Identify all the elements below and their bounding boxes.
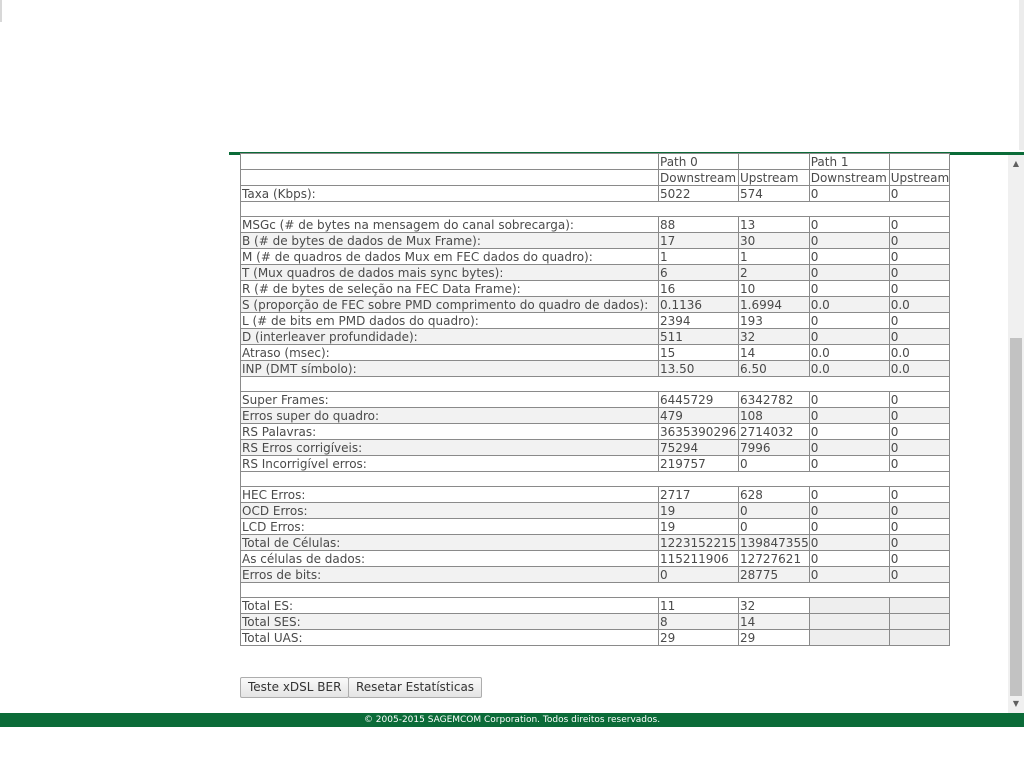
header-empty-cell [241, 154, 659, 170]
row-value [889, 630, 949, 646]
row-value: 29 [659, 630, 739, 646]
copyright-text: © 2005-2015 SAGEMCOM Corporation. Todos direitos reservados. [363, 715, 661, 725]
row-value: 0.0 [889, 297, 949, 313]
page-top-area [0, 0, 1024, 152]
table-row [241, 630, 950, 646]
row-value: 0.0 [889, 361, 949, 377]
row-label: Total SES: [241, 614, 659, 630]
row-label: Atraso (msec): [241, 345, 659, 361]
path0-header: Path 0 [659, 154, 739, 170]
path0-header-spacer [739, 154, 810, 170]
row-value: 0.0 [809, 361, 889, 377]
row-value: 628 [739, 487, 810, 503]
row-value: 28775 [739, 567, 810, 583]
row-value: 1.6994 [739, 297, 810, 313]
row-value: 0 [889, 217, 949, 233]
xdsl-ber-test-button[interactable]: Teste xDSL BER [240, 677, 349, 698]
row-value: 0 [889, 424, 949, 440]
row-value [889, 598, 949, 614]
row-label: MSGc (# de bytes na mensagem do canal sobrecarga): [241, 217, 659, 233]
row-label: L (# de bits em PMD dados do quadro): [241, 313, 659, 329]
scrollbar-thumb[interactable] [1010, 338, 1022, 696]
row-value: 0 [889, 487, 949, 503]
row-value: 14 [739, 345, 810, 361]
row-value: 0 [889, 392, 949, 408]
row-label: LCD Erros: [241, 519, 659, 535]
row-value: 0 [809, 281, 889, 297]
table-row [241, 281, 950, 297]
row-value: 13 [739, 217, 810, 233]
row-value: 0 [809, 487, 889, 503]
row-label: S (proporção de FEC sobre PMD comprimento do quadro de dados): [241, 297, 659, 313]
spacer-cell [241, 583, 950, 598]
path1-upstream-header: Upstream [890, 170, 950, 185]
row-label: Super Frames: [241, 392, 659, 408]
path1-header: Path 1 [809, 154, 889, 170]
row-value: 0 [809, 313, 889, 329]
row-value: 0 [889, 503, 949, 519]
spacer-cell [241, 202, 950, 217]
row-value: 0 [809, 551, 889, 567]
table-row [241, 329, 950, 345]
reset-statistics-button[interactable]: Resetar Estatísticas [348, 677, 482, 698]
table-row [241, 424, 950, 440]
row-value: 0 [889, 313, 949, 329]
table-row [241, 456, 950, 472]
table-row [241, 487, 950, 503]
row-value: 0 [809, 217, 889, 233]
row-value [809, 598, 889, 614]
table-row [241, 503, 950, 519]
row-value: 0 [739, 456, 810, 472]
row-value: 17 [659, 233, 739, 249]
row-value: 0 [809, 233, 889, 249]
row-value: 0.0 [889, 345, 949, 361]
row-value: 0 [659, 567, 739, 583]
row-label: RS Incorrigível erros: [241, 456, 659, 472]
page-footer [0, 713, 1024, 727]
table-row [241, 265, 950, 281]
left-edge-mark [0, 0, 2, 22]
row-label: M (# de quadros de dados Mux em FEC dados do quadro): [241, 249, 659, 265]
row-value: 193 [739, 313, 810, 329]
spacer-row [241, 583, 950, 598]
table-row [241, 249, 950, 265]
row-value: 108 [739, 408, 810, 424]
row-value: 0 [889, 551, 949, 567]
row-value: 0 [809, 519, 889, 535]
row-value: 2394 [659, 313, 739, 329]
row-label: As células de dados: [241, 551, 659, 567]
table-row [241, 361, 950, 377]
row-value: 0 [889, 408, 949, 424]
table-row [241, 535, 950, 551]
table-row [241, 519, 950, 535]
row-label: T (Mux quadros de dados mais sync bytes): [241, 265, 659, 281]
row-value: 0 [739, 503, 810, 519]
spacer-cell [241, 377, 950, 392]
row-label: Erros de bits: [241, 567, 659, 583]
row-value: 0 [889, 456, 949, 472]
table-row [241, 408, 950, 424]
spacer-row [241, 377, 950, 392]
row-value: 0 [809, 249, 889, 265]
row-value: 13.50 [659, 361, 739, 377]
row-value: 0 [889, 329, 949, 345]
scroll-down-icon[interactable]: ▼ [1012, 699, 1020, 708]
table-row [241, 217, 950, 233]
table-row [241, 297, 950, 313]
row-value: 16 [659, 281, 739, 297]
row-value: 139847355 [740, 535, 809, 550]
row-value: 29 [739, 630, 810, 646]
row-label: Taxa (Kbps): [241, 186, 659, 202]
row-value: 11 [659, 598, 739, 614]
row-value: 0 [739, 519, 810, 535]
row-value [809, 614, 889, 630]
row-value: 0 [889, 535, 949, 551]
spacer-cell [241, 472, 950, 487]
table-row [241, 233, 950, 249]
row-value: 0 [809, 186, 889, 202]
row-value: 0.0 [809, 297, 889, 313]
row-value: 0 [889, 567, 949, 583]
path-header-row [241, 154, 950, 170]
row-value: 6.50 [739, 361, 810, 377]
row-value: 19 [659, 519, 739, 535]
row-label: B (# de bytes de dados de Mux Frame): [241, 233, 659, 249]
row-value: 0 [809, 456, 889, 472]
row-value: 7996 [739, 440, 810, 456]
row-value [889, 614, 949, 630]
row-value: 75294 [659, 440, 739, 456]
row-value: 2 [739, 265, 810, 281]
row-value: 2717 [659, 487, 739, 503]
row-value: 0 [889, 233, 949, 249]
path1-header-spacer [889, 154, 949, 170]
table-row [241, 614, 950, 630]
table-row [241, 392, 950, 408]
path0-upstream-header: Upstream [739, 170, 810, 186]
row-label: Total ES: [241, 598, 659, 614]
table-row [241, 598, 950, 614]
table-row [241, 440, 950, 456]
row-value: 3635390296 [659, 424, 739, 440]
row-value: 0 [809, 392, 889, 408]
table-row [241, 345, 950, 361]
row-value [809, 630, 889, 646]
row-value: 6445729 [659, 392, 739, 408]
row-label: RS Erros corrigíveis: [241, 440, 659, 456]
direction-empty-cell [241, 170, 659, 186]
row-value: 0 [809, 265, 889, 281]
row-value: 0 [889, 281, 949, 297]
row-value: 1 [739, 249, 810, 265]
row-value: 0 [809, 567, 889, 583]
row-value: 10 [739, 281, 810, 297]
row-value: 6 [659, 265, 739, 281]
row-value: 0.0 [809, 345, 889, 361]
table-row [241, 567, 950, 583]
row-value: 0 [809, 535, 889, 551]
row-label: RS Palavras: [241, 424, 659, 440]
vertical-scrollbar[interactable] [1008, 155, 1024, 713]
row-value: 0 [889, 519, 949, 535]
row-value: 115211906 [659, 551, 739, 567]
row-value: 12727621 [739, 551, 810, 567]
row-label: Total UAS: [241, 630, 659, 646]
spacer-row [241, 202, 950, 217]
row-value: 1 [659, 249, 739, 265]
statistics-table-body [241, 154, 950, 646]
row-value: 32 [739, 598, 810, 614]
spacer-row [241, 472, 950, 487]
table-row [241, 186, 950, 202]
row-label: Total de Células: [241, 535, 659, 551]
path0-downstream-header: Downstream [659, 170, 739, 186]
row-value: 30 [739, 233, 810, 249]
row-value: 14 [739, 614, 810, 630]
row-label: OCD Erros: [241, 503, 659, 519]
xdsl-statistics-table [240, 153, 950, 646]
row-value: 0 [809, 440, 889, 456]
row-value: 0 [889, 265, 949, 281]
row-value: 1223152215 [659, 535, 739, 551]
row-label: R (# de bytes de seleção na FEC Data Frame): [241, 281, 659, 297]
row-value: 15 [659, 345, 739, 361]
row-value: 511 [659, 329, 739, 345]
row-value: 8 [659, 614, 739, 630]
row-value: 32 [739, 329, 810, 345]
row-label: HEC Erros: [241, 487, 659, 503]
row-label: INP (DMT símbolo): [241, 361, 659, 377]
path1-downstream-header: Downstream [809, 170, 889, 186]
scroll-up-icon[interactable]: ▲ [1012, 159, 1020, 168]
right-edge-mark [1019, 0, 1024, 150]
row-value: 0 [809, 408, 889, 424]
row-value: 19 [659, 503, 739, 519]
table-row [241, 551, 950, 567]
row-value: 574 [739, 186, 810, 202]
row-value: 0.1136 [659, 297, 739, 313]
row-value: 0 [889, 440, 949, 456]
row-value: 5022 [659, 186, 739, 202]
row-label: D (interleaver profundidade): [241, 329, 659, 345]
row-value: 0 [889, 186, 949, 202]
row-value: 0 [809, 503, 889, 519]
row-value: 0 [809, 424, 889, 440]
row-value: 0 [889, 249, 949, 265]
row-label: Erros super do quadro: [241, 408, 659, 424]
table-row [241, 313, 950, 329]
row-value: 2714032 [739, 424, 810, 440]
row-value: 0 [809, 329, 889, 345]
direction-header-row [241, 170, 950, 186]
row-value: 479 [659, 408, 739, 424]
row-value: 219757 [659, 456, 739, 472]
row-value: 88 [659, 217, 739, 233]
row-value: 6342782 [739, 392, 810, 408]
